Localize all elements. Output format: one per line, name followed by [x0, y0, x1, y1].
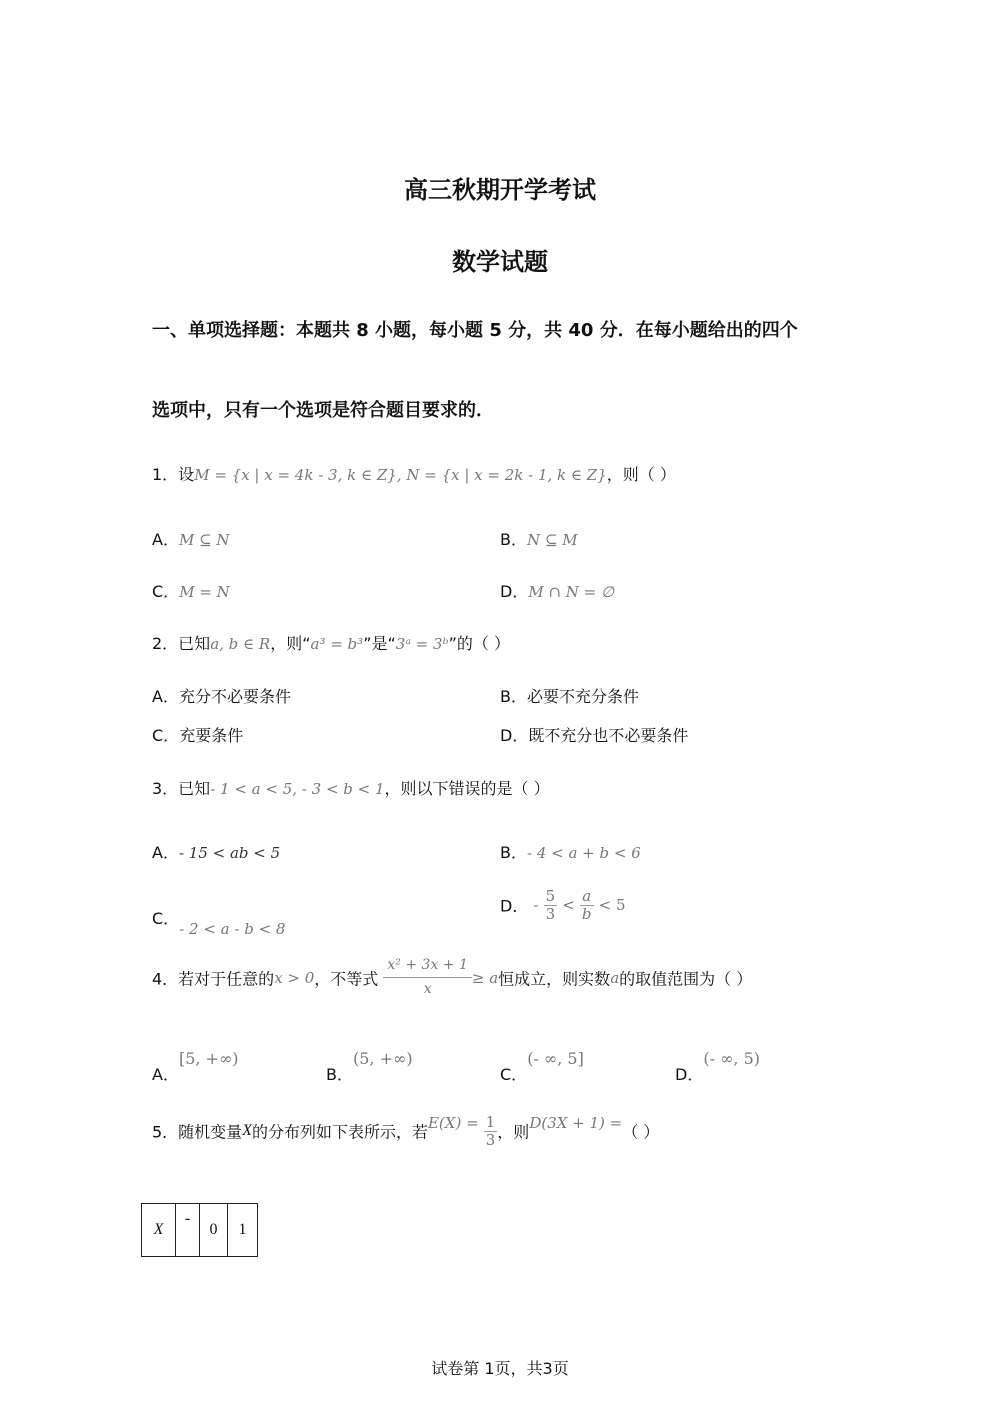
question-4-relation: ≥ a: [471, 968, 499, 987]
q3-option-d: [500, 888, 626, 922]
question-2-suffix: ”的（ ）: [448, 634, 510, 653]
question-2: [152, 631, 510, 654]
fraction-denominator: 3: [545, 904, 556, 923]
page-subtitle: 数学试题: [452, 248, 548, 276]
question-4-text-1: ，不等式: [314, 969, 379, 989]
question-2-prefix: 2．已知: [152, 634, 211, 653]
question-4-suffix: 的取值范围为（ ）: [619, 969, 753, 989]
option-label: B．: [500, 843, 527, 862]
q4-option-d: [675, 1046, 760, 1084]
question-2-text-2: ”是“: [363, 634, 396, 653]
option-text-tail: < 5: [598, 896, 626, 914]
section-heading-line2: 选项中，只有一个选项是符合题目要求的．: [152, 400, 494, 421]
option-text: 既不充分也不必要条件: [528, 726, 689, 745]
page-footer: 试卷第 1页，共3页: [431, 1359, 569, 1378]
option-text: 充分不必要条件: [178, 687, 291, 706]
q2-option-a: [152, 684, 291, 707]
option-label: B．: [500, 687, 527, 706]
option-label: C．: [152, 909, 180, 928]
option-label: A．: [152, 530, 179, 549]
q1-option-c: [152, 579, 230, 602]
fraction-numerator: a: [580, 888, 594, 906]
option-text: [5, +∞): [178, 1049, 239, 1068]
question-4-math-2: a: [610, 968, 620, 987]
q2-option-b: [500, 684, 639, 707]
question-2-math-1: a, b ∈ R: [210, 635, 271, 653]
option-text: (- ∞, 5]: [527, 1049, 584, 1068]
option-label: B．: [326, 1065, 353, 1084]
question-5-text-2: ，则: [497, 1122, 530, 1142]
question-4-prefix: 4．若对于任意的: [152, 969, 275, 989]
q1-option-b: [500, 527, 578, 550]
q2-option-d: [500, 723, 688, 746]
question-1-prefix: 1．设: [152, 465, 195, 484]
question-5-math-2: D(3X + 1) =: [529, 1114, 623, 1132]
q3-option-a: [152, 840, 280, 863]
option-text: M = N: [179, 583, 230, 601]
question-5-prefix: 5．随机变量: [152, 1122, 243, 1142]
option-label: D．: [500, 726, 529, 745]
question-2-math-3: 3ᵃ = 3ᵇ: [395, 635, 449, 653]
question-1-math: M = {x | x = 4k - 3, k ∈ Z}, N = {x | x = 2k - 1, k ∈ Z}: [194, 466, 607, 484]
option-text: - 2 < a - b < 8: [179, 920, 286, 938]
question-1: [152, 462, 676, 485]
fraction-numerator: 5: [545, 887, 556, 905]
option-label: B．: [500, 530, 527, 549]
question-4-text-2: 恒成立，则实数: [498, 969, 611, 989]
table-cell: 0: [200, 1204, 228, 1257]
option-text: - 4 < a + b < 6: [526, 844, 641, 862]
option-text: - 15 < ab < 5: [178, 844, 281, 862]
distribution-table: [141, 1203, 258, 1257]
option-text: M ∩ N = ∅: [528, 583, 615, 601]
question-5-text-1: 的分布列如下表所示，若: [251, 1122, 428, 1142]
question-4-fraction: [383, 958, 471, 998]
question-3-math: - 1 < a < 5, - 3 < b < 1: [210, 780, 385, 798]
question-5-suffix: （ ）: [622, 1122, 660, 1142]
fraction-5-3: [544, 888, 558, 922]
option-label: D．: [500, 582, 529, 601]
fraction-denominator: 3: [485, 1130, 496, 1149]
minus-sign: -: [533, 896, 539, 914]
question-1-suffix: ，则（ ）: [606, 465, 676, 484]
question-2-math-2: a³ = b³: [310, 635, 364, 653]
q2-option-c: [152, 723, 243, 746]
table-cell: -: [176, 1204, 200, 1257]
fraction-denominator: b: [581, 904, 592, 923]
option-label: C．: [152, 582, 180, 601]
q4-option-c: [500, 1046, 584, 1084]
option-label: C．: [152, 726, 180, 745]
question-3-prefix: 3．已知: [152, 779, 211, 798]
question-5-math-1: E(X) =: [427, 1114, 479, 1132]
q3-option-c: [152, 906, 286, 938]
option-text: 充要条件: [179, 726, 244, 745]
q3-option-b: [500, 840, 641, 863]
question-4: [152, 958, 752, 998]
question-5: [152, 1114, 659, 1148]
question-3: [152, 776, 550, 799]
page-title: 高三秋期开学考试: [404, 176, 596, 204]
option-text: N ⊆ M: [526, 531, 578, 549]
table-cell: 1: [228, 1204, 258, 1257]
fraction-numerator: 1: [485, 1113, 496, 1131]
option-label: A．: [152, 1065, 179, 1084]
section-heading-line1: 一、单项选择题：本题共 8 小题，每小题 5 分，共 40 分．在每小题给出的四个: [152, 320, 798, 341]
question-3-suffix: ，则以下错误的是（ ）: [384, 779, 550, 798]
option-text: (5, +∞): [352, 1049, 413, 1068]
option-label: A．: [152, 843, 179, 862]
fraction-numerator: x² + 3x + 1: [383, 958, 471, 978]
option-label: C．: [500, 1065, 528, 1084]
question-5-variable: X: [242, 1122, 252, 1139]
fraction-a-b: [580, 888, 594, 922]
question-4-math-1: x > 0: [274, 968, 315, 987]
option-text: 必要不充分条件: [526, 687, 639, 706]
table-row: [142, 1204, 258, 1257]
question-2-text-1: ，则“: [270, 634, 311, 653]
less-than: <: [562, 896, 575, 914]
fraction-denominator: x: [423, 981, 432, 998]
q4-option-a: [152, 1046, 239, 1084]
table-cell: X: [142, 1204, 176, 1257]
q4-option-b: [326, 1046, 413, 1084]
q1-option-d: [500, 579, 614, 602]
option-text: (- ∞, 5): [703, 1049, 760, 1068]
option-text: M ⊆ N: [178, 531, 230, 549]
option-label: A．: [152, 687, 179, 706]
question-5-fraction: [484, 1114, 498, 1148]
option-label: D．: [675, 1065, 704, 1084]
option-label: D．: [500, 896, 529, 916]
q1-option-a: [152, 527, 230, 550]
